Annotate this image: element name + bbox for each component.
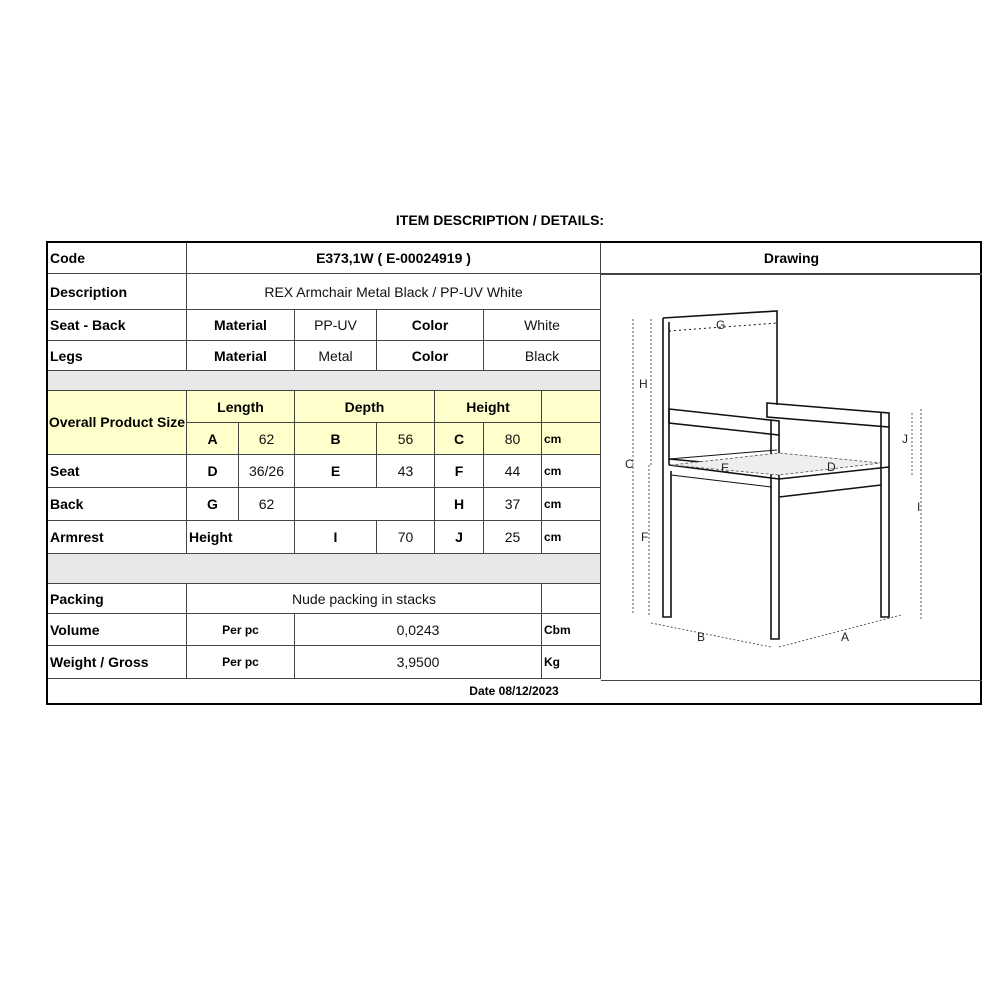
unit-header-blank (542, 391, 601, 423)
drawing-label-i: I (917, 500, 921, 514)
armchair-drawing (601, 275, 982, 680)
description-value: REX Armchair Metal Black / PP-UV White (187, 274, 601, 310)
overall-unit: cm (542, 423, 601, 455)
dim-g-letter: G (187, 488, 239, 521)
dim-j-letter: J (435, 521, 484, 554)
depth-header: Depth (295, 391, 435, 423)
dim-d-value: 36/26 (239, 455, 295, 488)
seat-back-color-label: Color (377, 310, 484, 341)
volume-label: Volume (48, 614, 187, 646)
weight-unit: Kg (542, 646, 601, 679)
dim-i-letter: I (295, 521, 377, 554)
volume-value: 0,0243 (295, 614, 542, 646)
weight-per: Per pc (187, 646, 295, 679)
legs-material: Metal (295, 341, 377, 371)
seat-back-color: White (484, 310, 601, 341)
dim-f-letter: F (435, 455, 484, 488)
armrest-unit: cm (542, 521, 601, 554)
dim-i-value: 70 (377, 521, 435, 554)
dim-b-value: 56 (377, 423, 435, 455)
code-label: Code (48, 243, 187, 274)
weight-label: Weight / Gross (48, 646, 187, 679)
back-label: Back (48, 488, 187, 521)
drawing-label-c: C (625, 457, 634, 471)
drawing-label-d: D (827, 460, 836, 474)
spacer-row (48, 371, 601, 391)
seat-label: Seat (48, 455, 187, 488)
weight-value: 3,9500 (295, 646, 542, 679)
dim-c-value: 80 (484, 423, 542, 455)
spacer-row-2 (48, 554, 601, 584)
dim-a-letter: A (187, 423, 239, 455)
back-blank-cell (295, 488, 435, 521)
seat-back-material: PP-UV (295, 310, 377, 341)
back-unit: cm (542, 488, 601, 521)
armrest-label: Armrest (48, 521, 187, 554)
seat-unit: cm (542, 455, 601, 488)
legs-color-label: Color (377, 341, 484, 371)
dim-h-letter: H (435, 488, 484, 521)
description-label: Description (48, 274, 187, 310)
dim-b-letter: B (295, 423, 377, 455)
dim-e-letter: E (295, 455, 377, 488)
dim-g-value: 62 (239, 488, 295, 521)
seat-back-label: Seat - Back (48, 310, 187, 341)
packing-value: Nude packing in stacks (187, 584, 542, 614)
drawing-label-e: E (721, 461, 730, 475)
dim-d-letter: D (187, 455, 239, 488)
volume-per: Per pc (187, 614, 295, 646)
height-header: Height (435, 391, 542, 423)
code-value: E373,1W ( E-00024919 ) (187, 243, 601, 274)
drawing-label-b: B (697, 630, 706, 644)
volume-unit: Cbm (542, 614, 601, 646)
packing-blank (542, 584, 601, 614)
drawing-label-f: F (641, 530, 649, 544)
packing-label: Packing (48, 584, 187, 614)
drawing-label-a: A (841, 630, 850, 644)
page-title: ITEM DESCRIPTION / DETAILS: (395, 212, 605, 228)
length-header: Length (187, 391, 295, 423)
seat-back-material-label: Material (187, 310, 295, 341)
dim-f-value: 44 (484, 455, 542, 488)
date-footer: Date 08/12/2023 (469, 684, 559, 698)
dim-a-value: 62 (239, 423, 295, 455)
dim-j-value: 25 (484, 521, 542, 554)
armrest-height-label: Height (187, 521, 295, 554)
drawing-label-j: J (902, 432, 908, 446)
dim-c-letter: C (435, 423, 484, 455)
drawing-label-g: G (716, 318, 726, 332)
drawing-label-h: H (639, 377, 648, 391)
drawing-area (601, 274, 982, 681)
dim-h-value: 37 (484, 488, 542, 521)
legs-color: Black (484, 341, 601, 371)
drawing-header: Drawing (601, 243, 982, 274)
legs-label: Legs (48, 341, 187, 371)
overall-size-label: Overall Product Size (48, 391, 187, 455)
details-sheet (46, 241, 982, 705)
dim-e-value: 43 (377, 455, 435, 488)
legs-material-label: Material (187, 341, 295, 371)
